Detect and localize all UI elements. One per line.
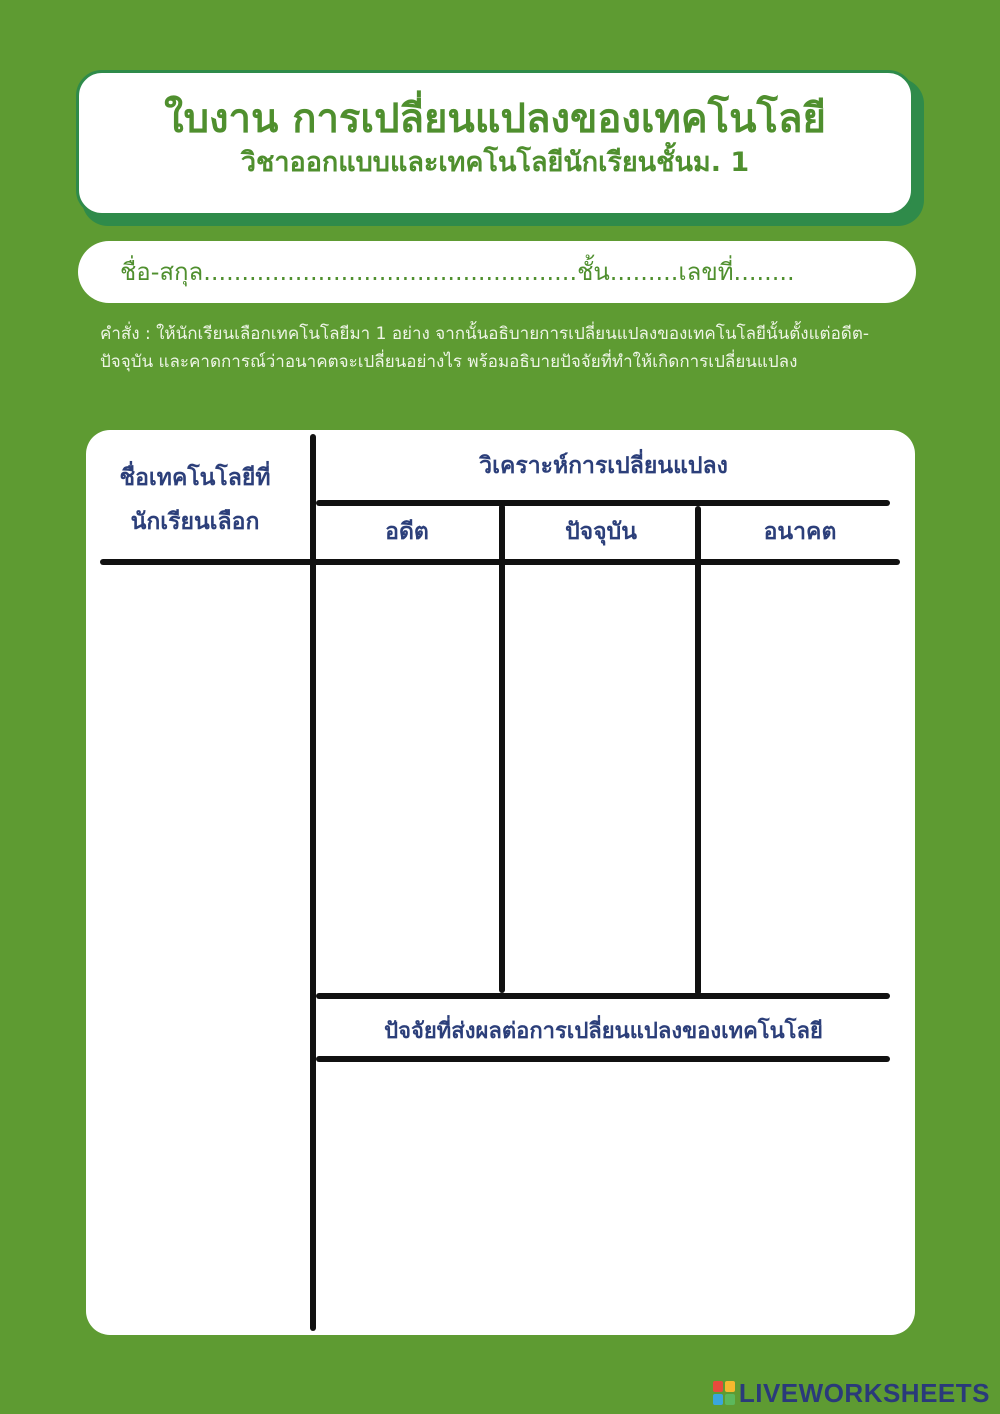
worksheet-subtitle: วิชาออกแบบและเทคโนโลยีนักเรียนชั้นม. 1: [240, 147, 750, 178]
column-header-past: อดีต: [385, 519, 429, 545]
instructions-text: คำสั่ง : ให้นักเรียนเลือกเทคโนโลยีมา 1 อย่าง จากนั้นอธิบายการเปลี่ยนแปลงของเทคโนโลยีนั้นตั้งแต่อดีต-ปัจจุบัน และคาดการณ์ว่าอนาคตจะเปลี่ยนอย่างไร พร้อมอธิบายปัจจัยที่ทำให้เกิดการเปลี่ยนแปลง: [100, 324, 870, 372]
vertical-divider-past-present: [499, 504, 505, 993]
horizontal-line-factors-top: [316, 993, 890, 999]
answer-past[interactable]: [320, 570, 495, 988]
horizontal-line-analysis: [316, 500, 890, 506]
tech-name-header-line2: นักเรียนเลือก: [130, 509, 260, 535]
analysis-header: วิเคราะห์การเปลี่ยนแปลง: [479, 453, 728, 479]
worksheet-title: ใบงาน การเปลี่ยนแปลงของเทคโนโลยี: [164, 96, 826, 142]
horizontal-line-factors-bottom: [316, 1056, 890, 1062]
column-header-present: ปัจจุบัน: [565, 519, 637, 545]
answer-future[interactable]: [705, 570, 893, 988]
vertical-divider-main: [310, 434, 316, 1331]
answer-factors[interactable]: [320, 1068, 894, 1324]
liveworksheets-logo-text: LIVEWORKSHEETS: [738, 1377, 990, 1408]
vertical-divider-present-future: [695, 506, 701, 995]
liveworksheets-logo-icon: [713, 1381, 735, 1405]
answer-present[interactable]: [509, 570, 691, 988]
analysis-table: [86, 430, 915, 1335]
answer-tech-name[interactable]: [100, 570, 306, 1325]
liveworksheets-logo: [713, 1378, 990, 1408]
student-info-field[interactable]: ชื่อ-สกุล.................................................ชั้น.........เลขที่........: [78, 241, 916, 303]
tech-name-header-line1: ชื่อเทคโนโลยีที่: [119, 465, 271, 491]
column-header-future: อนาคต: [763, 519, 837, 545]
factors-header: ปัจจัยที่ส่งผลต่อการเปลี่ยนแปลงของเทคโนโลยี: [384, 1019, 823, 1044]
title-box: [76, 70, 914, 216]
